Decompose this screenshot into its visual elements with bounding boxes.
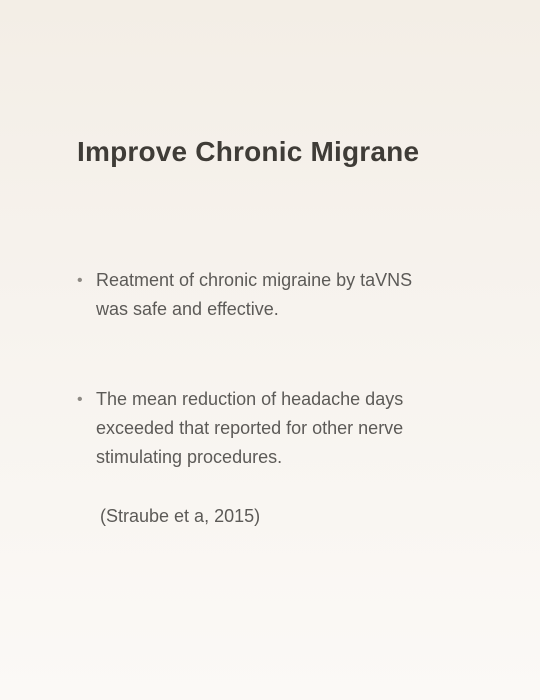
citation: (Straube et a, 2015): [100, 506, 261, 526]
bullet-text: Reatment of chronic migraine by taVNS was safe and effective.: [96, 270, 413, 319]
bullet-item: [77, 266, 437, 324]
slide-title: Improve Chronic Migrane: [77, 136, 420, 167]
bullet-point-icon: •: [77, 391, 83, 408]
bullet-text: The mean reduction of headache days exceeded that reported for other nerve stimulating procedures.: [96, 389, 404, 467]
bullet-item: [77, 385, 437, 472]
bullet-point-icon: •: [77, 272, 83, 289]
